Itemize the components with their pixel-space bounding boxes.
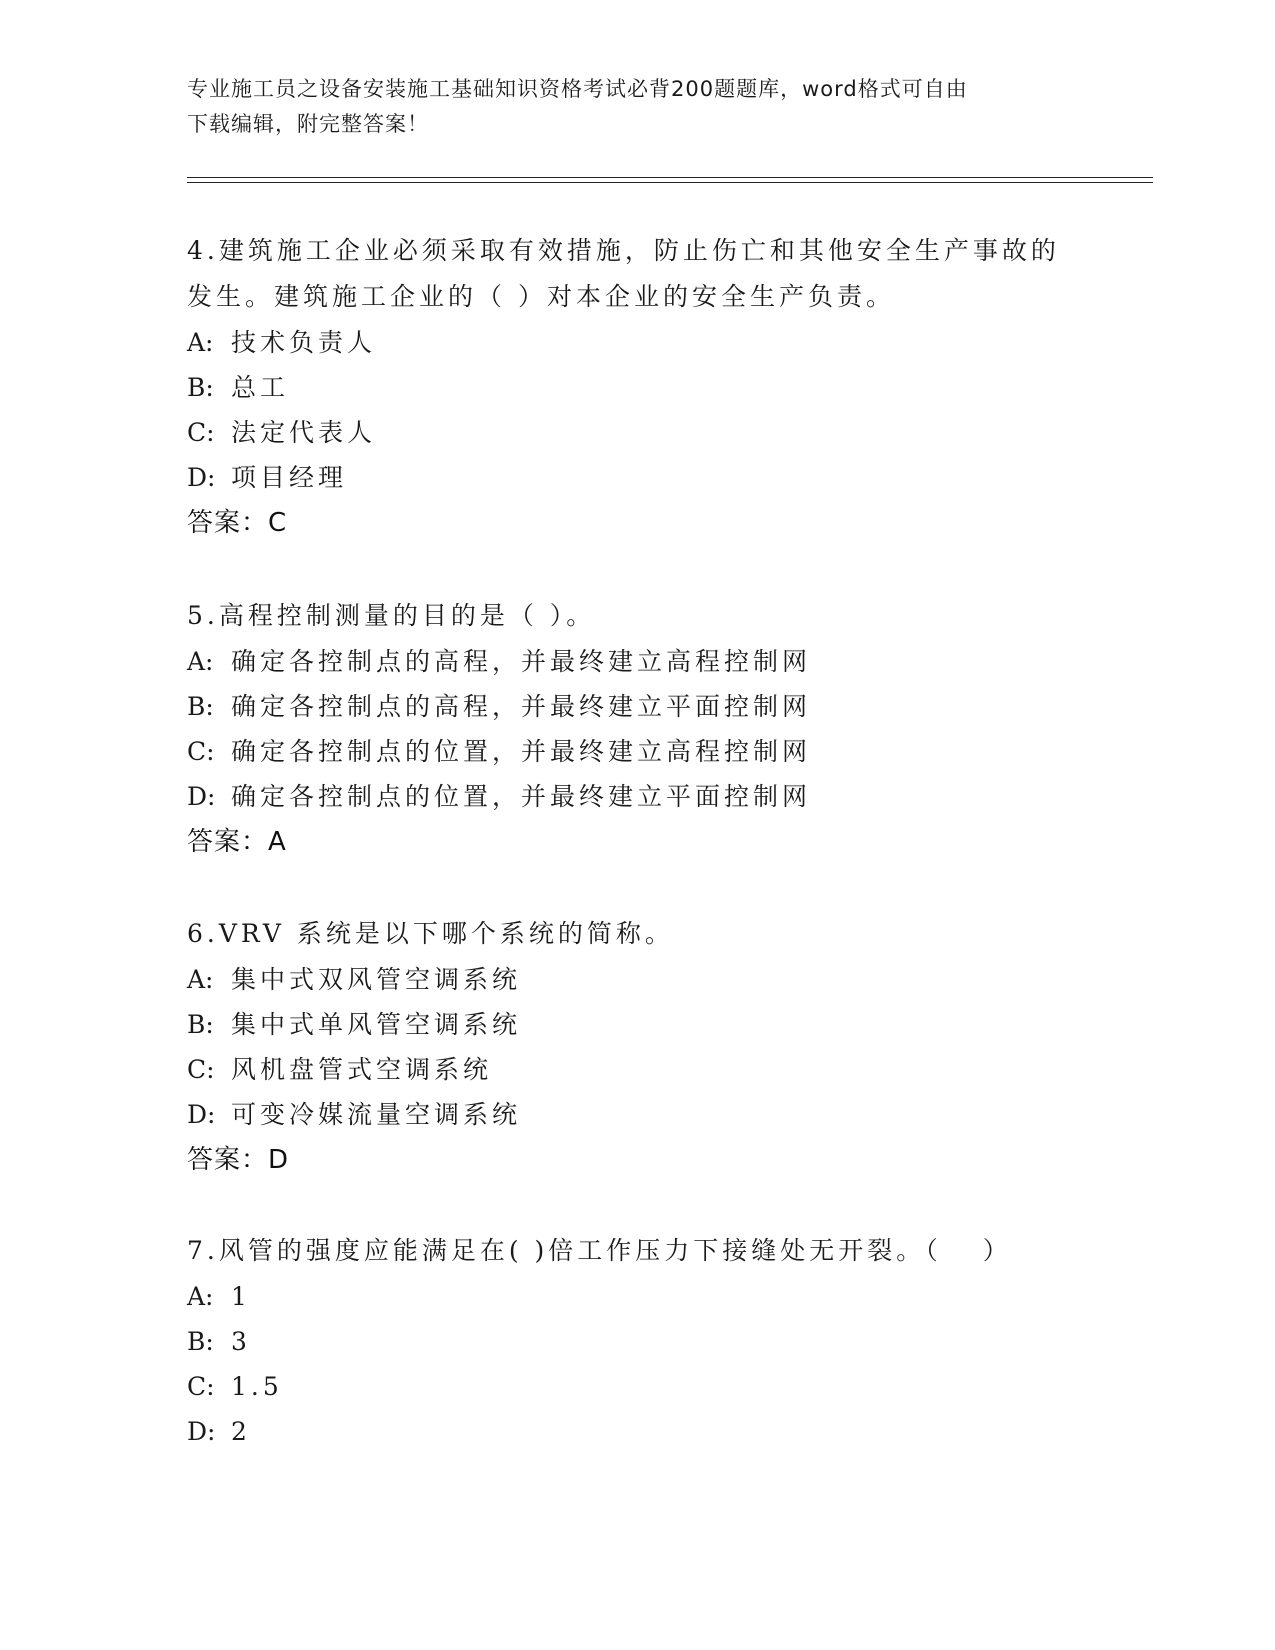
option-key: C: (187, 1372, 215, 1401)
option-key: A: (187, 965, 214, 994)
option-c (187, 1364, 1087, 1409)
option-key: C: (187, 418, 215, 447)
option-key: C: (187, 737, 215, 766)
header-divider-bottom (187, 182, 1153, 183)
option-b (187, 365, 1087, 410)
answer: 答案：D (187, 1145, 290, 1175)
option-text: 集中式双风管空调系统 (231, 965, 522, 994)
answer: 答案：A (187, 827, 287, 857)
option-text: 确定各控制点的位置，并最终建立平面控制网 (231, 782, 812, 811)
header-line-1: 专业施工员之设备安装施工基础知识资格考试必背200题题库，word格式可自由 (187, 77, 968, 101)
option-text: 集中式单风管空调系统 (231, 1010, 522, 1039)
option-key: D: (187, 1100, 216, 1129)
option-text: 总工 (231, 373, 290, 402)
option-text: 法定代表人 (231, 418, 377, 447)
option-key: D: (187, 463, 216, 492)
option-text: 确定各控制点的高程，并最终建立平面控制网 (231, 692, 812, 721)
document-header (187, 72, 1087, 142)
option-a (187, 957, 1087, 1002)
option-text: 确定各控制点的高程，并最终建立高程控制网 (231, 647, 812, 676)
option-key: D: (187, 1417, 216, 1446)
question-text-cont: 发生。建筑施工企业的（ ）对本企业的安全生产负责。 (187, 282, 895, 311)
option-b (187, 684, 1087, 729)
question-text: 5.高程控制测量的目的是（ ）。 (187, 601, 596, 630)
option-text: 可变冷媒流量空调系统 (231, 1100, 522, 1129)
option-b (187, 1002, 1087, 1047)
option-key: A: (187, 328, 214, 357)
option-text: 2 (231, 1417, 251, 1446)
question-text: 4.建筑施工企业必须采取有效措施，防止伤亡和其他安全生产事故的 (187, 236, 1060, 265)
question-5 (187, 593, 1087, 865)
option-text: 风机盘管式空调系统 (231, 1055, 493, 1084)
question-7 (187, 1228, 1087, 1454)
option-key: B: (187, 1327, 214, 1356)
option-b (187, 1319, 1087, 1364)
option-text: 确定各控制点的位置，并最终建立高程控制网 (231, 737, 812, 766)
option-key: B: (187, 1010, 214, 1039)
option-d (187, 1409, 1087, 1454)
question-text: 7.风管的强度应能满足在( )倍工作压力下接缝处无开裂。（ ） (187, 1236, 1012, 1265)
question-4 (187, 228, 1087, 546)
header-divider-top (187, 177, 1153, 178)
option-a (187, 320, 1087, 365)
option-text: 项目经理 (231, 463, 348, 492)
option-a (187, 1274, 1087, 1319)
option-key: B: (187, 692, 214, 721)
option-c (187, 1047, 1087, 1092)
option-text: 1.5 (231, 1372, 283, 1401)
option-a (187, 639, 1087, 684)
question-text: 6.VRV 系统是以下哪个系统的简称。 (187, 919, 674, 948)
option-key: A: (187, 1282, 214, 1311)
answer: 答案：C (187, 508, 288, 538)
option-text: 3 (231, 1327, 251, 1356)
option-key: A: (187, 647, 214, 676)
option-key: D: (187, 782, 216, 811)
option-key: B: (187, 373, 214, 402)
option-text: 1 (231, 1282, 251, 1311)
option-d (187, 455, 1087, 500)
question-6 (187, 911, 1087, 1183)
header-line-2: 下载编辑，附完整答案！ (187, 112, 429, 136)
option-d (187, 774, 1087, 819)
option-key: C: (187, 1055, 215, 1084)
option-c (187, 410, 1087, 455)
option-text: 技术负责人 (231, 328, 377, 357)
option-d (187, 1092, 1087, 1137)
option-c (187, 729, 1087, 774)
